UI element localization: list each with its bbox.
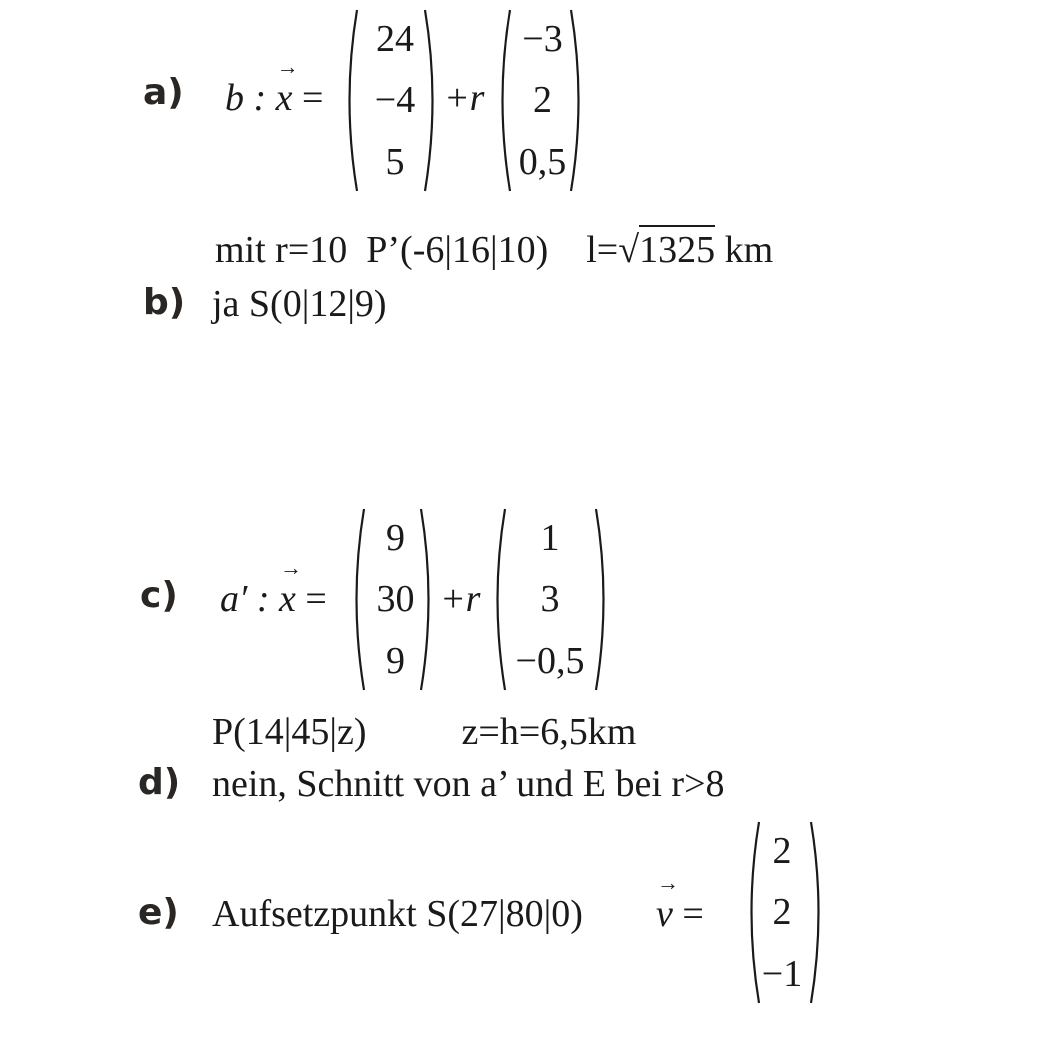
velocity-vector-lhs: → v = bbox=[656, 892, 704, 936]
height-value: z=h=6,5km bbox=[461, 711, 637, 753]
vector-component: 5 bbox=[385, 141, 405, 184]
vector-component: 2 bbox=[772, 829, 792, 872]
part-a-line-lhs: b : → x = bbox=[225, 76, 323, 120]
part-b-label: b) bbox=[143, 282, 186, 323]
part-d-label: d) bbox=[138, 762, 181, 803]
part-e-text: Aufsetzpunkt S(27|80|0) bbox=[212, 893, 583, 935]
vector-x-symbol: → x bbox=[279, 577, 296, 621]
vector-component: 30 bbox=[376, 578, 415, 621]
right-paren-icon bbox=[418, 507, 438, 692]
vector-component: 2 bbox=[772, 891, 792, 934]
right-paren-icon bbox=[808, 820, 828, 1005]
line-name-a-prime: a′ bbox=[220, 578, 248, 620]
plus-r: +r bbox=[444, 77, 485, 119]
part-d-text: nein, Schnitt von a’ und E bei r>8 bbox=[212, 763, 725, 805]
right-paren-icon bbox=[422, 8, 442, 193]
vector-component: 24 bbox=[376, 17, 414, 60]
line-name-b: b bbox=[225, 77, 244, 119]
vector-component: 2 bbox=[533, 79, 552, 122]
vector-component: −1 bbox=[761, 953, 803, 996]
vector-component: −0,5 bbox=[515, 640, 585, 683]
param-value: mit r=10 bbox=[215, 229, 348, 271]
vector-v-symbol: → v bbox=[656, 892, 673, 936]
direction-vector-c bbox=[500, 507, 600, 692]
length-sqrt: 1325 bbox=[639, 225, 715, 271]
part-a-label: a) bbox=[143, 72, 184, 113]
image-point: P’(-6|16|10) bbox=[366, 229, 549, 271]
point-p: P(14|45|z) bbox=[212, 711, 367, 753]
velocity-vector bbox=[752, 820, 812, 1005]
part-a-result bbox=[215, 228, 773, 272]
part-b-text: ja S(0|12|9) bbox=[212, 283, 387, 325]
vector-component: 1 bbox=[540, 516, 560, 559]
part-c-label: c) bbox=[140, 575, 178, 616]
vector-component: 3 bbox=[540, 578, 560, 621]
vector-component: 9 bbox=[386, 640, 405, 683]
vector-component: −3 bbox=[522, 17, 563, 60]
right-paren-icon bbox=[593, 507, 613, 692]
plus-r: +r bbox=[440, 578, 481, 620]
sqrt-icon: √ bbox=[618, 229, 640, 271]
part-e-label: e) bbox=[138, 892, 179, 933]
part-c-result bbox=[212, 710, 636, 754]
vector-x-symbol: → x bbox=[276, 76, 293, 120]
right-paren-icon bbox=[568, 8, 588, 193]
length-prefix: l= bbox=[586, 229, 619, 271]
part-c-line-lhs: a′ : → x = bbox=[220, 577, 327, 621]
vector-component: 0,5 bbox=[518, 141, 567, 184]
length-unit: km bbox=[724, 229, 774, 271]
vector-component: 9 bbox=[386, 516, 405, 559]
vector-component: −4 bbox=[374, 79, 416, 122]
